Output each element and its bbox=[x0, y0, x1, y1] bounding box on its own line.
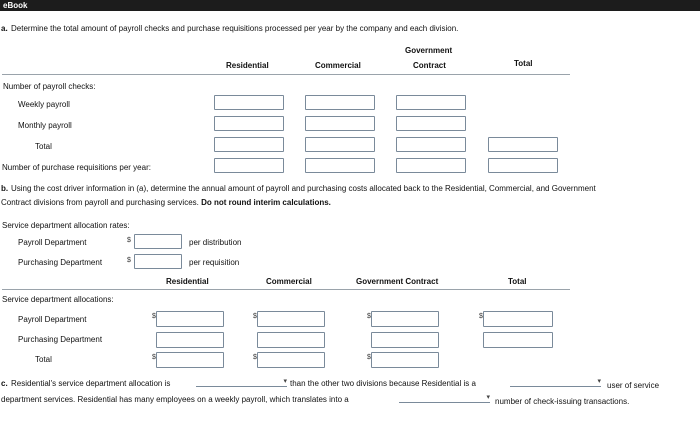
alloc-payroll-residential-input[interactable] bbox=[156, 311, 224, 327]
total-government-input[interactable] bbox=[396, 137, 466, 152]
alloc-total-government-input[interactable] bbox=[371, 352, 439, 368]
ebook-title: eBook bbox=[3, 1, 28, 10]
alloc-total-commercial-input[interactable] bbox=[257, 352, 325, 368]
user-level-dropdown[interactable] bbox=[510, 378, 601, 387]
rate-payroll-dollar: $ bbox=[127, 237, 131, 244]
monthly-commercial-input[interactable] bbox=[305, 116, 375, 131]
alloc-total-residential-input[interactable] bbox=[156, 352, 224, 368]
weekly-commercial-input[interactable] bbox=[305, 95, 375, 110]
alloc-label-purchasing: Purchasing Department bbox=[18, 335, 103, 344]
alloc-payroll-gov-dollar: $ bbox=[367, 313, 371, 320]
part-b-rounding-note: Do not round interim calculations. bbox=[201, 198, 331, 207]
part-a-question: Determine the total amount of payroll checks and purchase requisitions processed per year by the company and each division. bbox=[11, 24, 459, 33]
part-b-header-rule bbox=[2, 289, 570, 290]
total-residential-input[interactable] bbox=[214, 137, 284, 152]
alloc-payroll-commercial-input[interactable] bbox=[257, 311, 325, 327]
requisitions-total-input[interactable] bbox=[488, 158, 558, 173]
monthly-government-input[interactable] bbox=[396, 116, 466, 131]
requisitions-residential-input[interactable] bbox=[214, 158, 284, 173]
chevron-down-icon: ▾ bbox=[283, 378, 287, 385]
rate-purchasing-dollar: $ bbox=[127, 257, 131, 264]
alloc-payroll-com-dollar: $ bbox=[253, 313, 257, 320]
alloc-col-government: Government Contract bbox=[356, 277, 439, 286]
part-c-line1-post: user of service bbox=[607, 381, 660, 390]
alloc-col-commercial: Commercial bbox=[266, 277, 312, 286]
monthly-residential-input[interactable] bbox=[214, 116, 284, 131]
part-b-question-line1: Using the cost driver information in (a), determine the annual amount of payroll and purchasing costs allocated back to the Residential, Commercial, and Government bbox=[11, 184, 596, 193]
row-label-monthly-payroll: Monthly payroll bbox=[18, 121, 72, 130]
row-label-payroll-checks: Number of payroll checks: bbox=[3, 82, 96, 91]
total-commercial-input[interactable] bbox=[305, 137, 375, 152]
weekly-residential-input[interactable] bbox=[214, 95, 284, 110]
alloc-payroll-government-input[interactable] bbox=[371, 311, 439, 327]
alloc-purchasing-commercial-input[interactable] bbox=[257, 332, 325, 348]
part-b-question-line2: Contract divisions from payroll and purchasing services. Do not round interim calculations. bbox=[1, 198, 331, 207]
part-a-header-rule bbox=[2, 74, 570, 75]
row-label-total: Total bbox=[35, 142, 52, 151]
chevron-down-icon: ▾ bbox=[486, 394, 490, 401]
requisitions-government-input[interactable] bbox=[396, 158, 466, 173]
part-c-line2-pre: department services. Residential has many employees on a weekly payroll, which translates into a bbox=[1, 395, 349, 404]
part-a-letter: a. bbox=[1, 24, 8, 33]
alloc-payroll-total-dollar: $ bbox=[479, 313, 483, 320]
col-header-government-line2: Contract bbox=[413, 61, 446, 70]
part-c-line1-mid: than the other two divisions because Residential is a bbox=[290, 379, 476, 388]
alloc-total-com-dollar: $ bbox=[253, 354, 257, 361]
alloc-label-payroll: Payroll Department bbox=[18, 315, 87, 324]
alloc-col-residential: Residential bbox=[166, 277, 209, 286]
chevron-down-icon: ▾ bbox=[597, 378, 601, 385]
alloc-purchasing-total-input[interactable] bbox=[483, 332, 553, 348]
part-c-line2-post: number of check-issuing transactions. bbox=[495, 397, 630, 406]
requisitions-commercial-input[interactable] bbox=[305, 158, 375, 173]
row-label-weekly-payroll: Weekly payroll bbox=[18, 100, 70, 109]
alloc-payroll-res-dollar: $ bbox=[152, 313, 156, 320]
alloc-total-gov-dollar: $ bbox=[367, 354, 371, 361]
total-total-input[interactable] bbox=[488, 137, 558, 152]
alloc-label-total: Total bbox=[35, 355, 52, 364]
row-label-purchase-requisitions: Number of purchase requisitions per year: bbox=[2, 163, 151, 172]
payroll-rate-input[interactable] bbox=[134, 234, 182, 249]
part-b-letter: b. bbox=[1, 184, 9, 193]
per-requisition-label: per requisition bbox=[189, 258, 240, 267]
part-c-line1-pre: Residential's service department allocation is bbox=[11, 379, 171, 388]
purchasing-rate-input[interactable] bbox=[134, 254, 182, 269]
transaction-count-dropdown[interactable] bbox=[399, 394, 490, 403]
col-header-residential: Residential bbox=[226, 61, 269, 70]
rate-label-purchasing: Purchasing Department bbox=[18, 258, 103, 267]
alloc-purchasing-residential-input[interactable] bbox=[156, 332, 224, 348]
weekly-government-input[interactable] bbox=[396, 95, 466, 110]
col-header-commercial: Commercial bbox=[315, 61, 361, 70]
col-header-government-line1: Government bbox=[405, 46, 453, 55]
alloc-total-res-dollar: $ bbox=[152, 354, 156, 361]
ebook-title-bar bbox=[0, 0, 700, 11]
alloc-purchasing-government-input[interactable] bbox=[371, 332, 439, 348]
col-header-total: Total bbox=[514, 59, 533, 68]
alloc-col-total: Total bbox=[508, 277, 527, 286]
alloc-payroll-total-input[interactable] bbox=[483, 311, 553, 327]
rate-label-payroll: Payroll Department bbox=[18, 238, 87, 247]
rates-heading: Service department allocation rates: bbox=[2, 221, 130, 230]
per-distribution-label: per distribution bbox=[189, 238, 242, 247]
comparison-dropdown[interactable] bbox=[196, 378, 287, 387]
part-c-letter: c. bbox=[1, 379, 8, 388]
allocations-heading: Service department allocations: bbox=[2, 295, 114, 304]
